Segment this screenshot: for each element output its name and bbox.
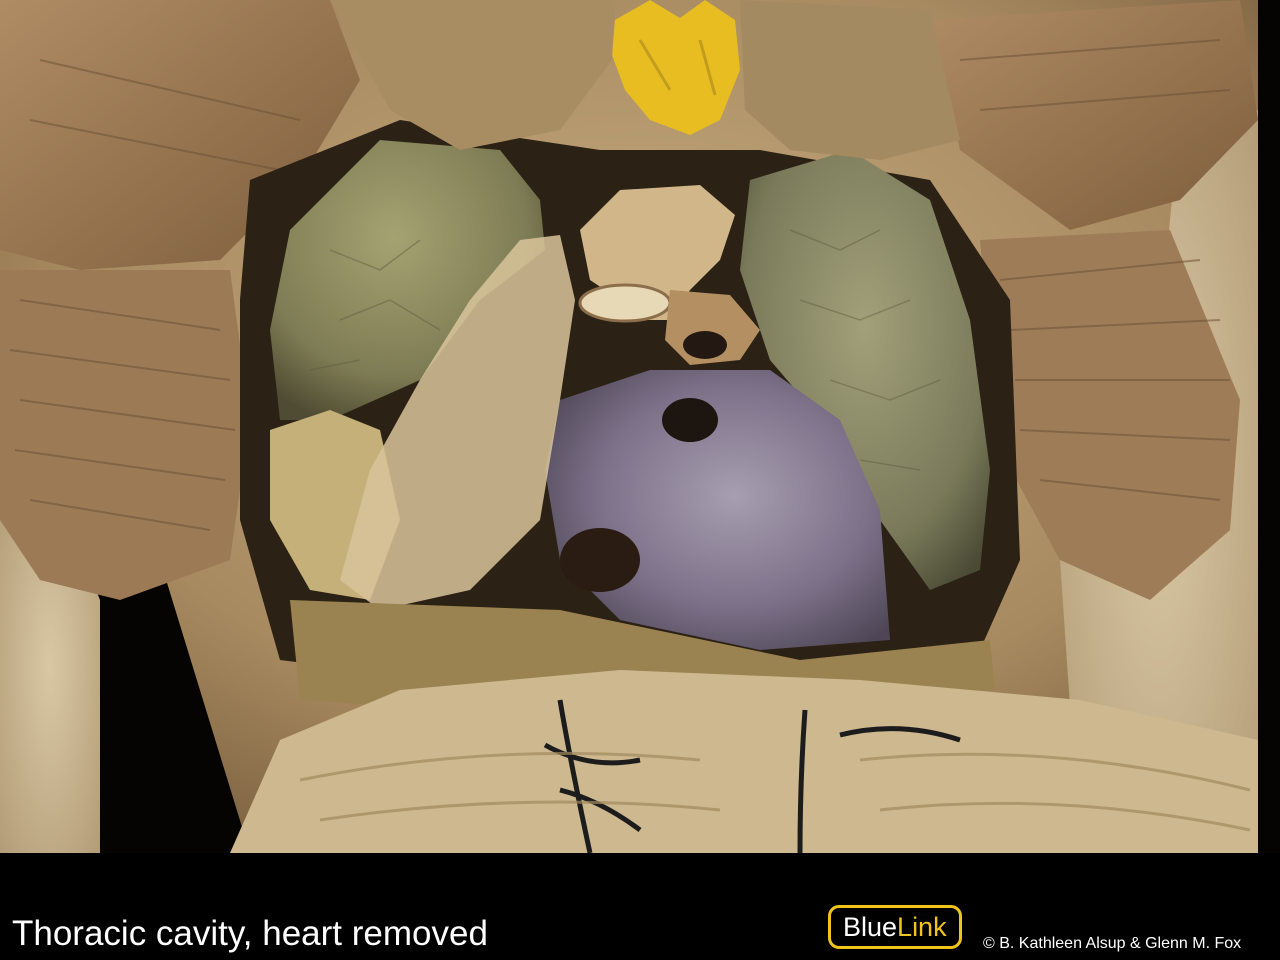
pericardial-recess-shadow <box>560 528 640 592</box>
image-caption: Thoracic cavity, heart removed <box>12 914 488 953</box>
copyright-notice: © B. Kathleen Alsup & Glenn M. Fox <box>983 935 1242 952</box>
vena-cava-opening <box>662 398 718 442</box>
bluelink-logo <box>828 905 962 949</box>
logo-text-link: Link <box>897 911 947 942</box>
logo-text-blue: Blue <box>843 911 898 942</box>
right-dark-background <box>1258 0 1280 853</box>
aorta-cut-end <box>580 285 670 321</box>
left-chest-wall-muscle <box>0 270 250 600</box>
pulmonary-trunk-lumen <box>683 331 727 359</box>
